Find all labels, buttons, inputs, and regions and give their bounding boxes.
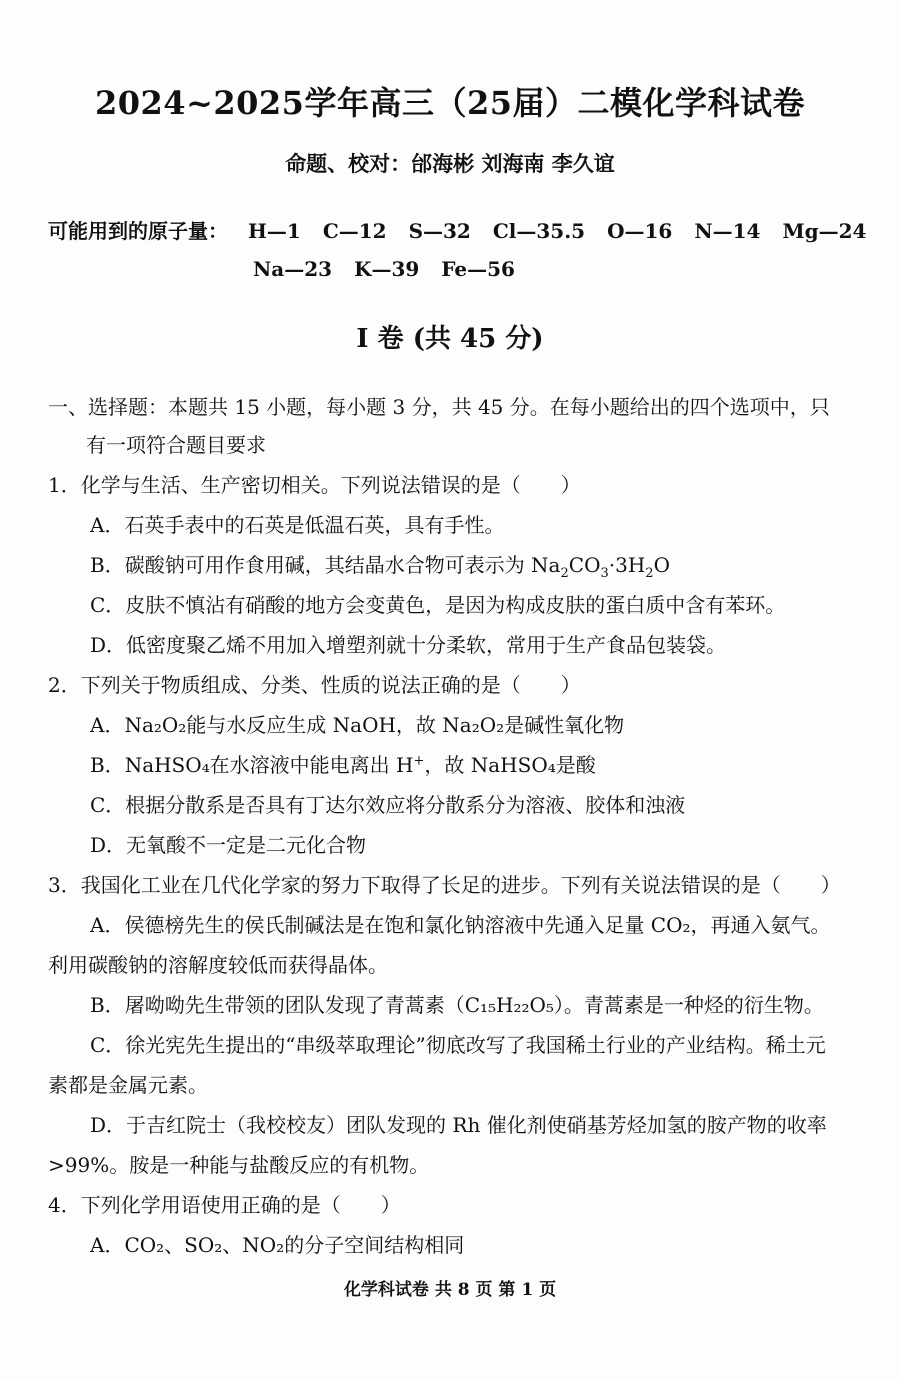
q2-option-b-sup: +: [413, 753, 425, 769]
mass-fe: Fe—56: [441, 257, 515, 281]
q1-stem: [48, 473, 581, 497]
q3-option-c-line-1: C．徐光宪先生提出的“串级萃取理论”彻底改写了我国稀土行业的产业结构。稀土元: [90, 1033, 826, 1057]
exam-title: 2024~2025学年高三（25届）二模化学科试卷: [95, 84, 805, 122]
q3-option-a-line-1: A．侯德榜先生的侯氏制碱法是在饱和氯化钠溶液中先通入足量 CO₂，再通入氨气。: [90, 913, 831, 937]
q1-option-b-end: O: [653, 553, 670, 577]
q4-stem-text: 4．下列化学用语使用正确的是（: [48, 1193, 341, 1217]
mass-c: C—12: [322, 219, 387, 243]
q3-stem-close: ）: [820, 873, 841, 897]
q3-option-b: B．屠呦呦先生带领的团队发现了青蒿素（C₁₅H₂₂O₅）。青蒿素是一种烃的衍生物。: [90, 993, 824, 1017]
q1-option-b-sub2: 3: [600, 566, 609, 581]
instructions-line-2: 有一项符合题目要求: [86, 433, 266, 457]
q1-stem-close: ）: [560, 473, 581, 497]
mass-n: N—14: [694, 219, 761, 243]
q2-option-d: D．无氧酸不一定是二元化合物: [90, 833, 367, 857]
q1-stem-text: 1．化学与生活、生产密切相关。下列说法错误的是（: [48, 473, 521, 497]
atomic-mass-row-2: [253, 257, 537, 281]
q2-stem: [48, 673, 581, 697]
q1-option-b-post: ·3H: [608, 553, 646, 577]
mass-mg: Mg—24: [782, 219, 867, 243]
q4-option-a: A．CO₂、SO₂、NO₂的分子空间结构相同: [90, 1233, 465, 1257]
q3-stem: [48, 873, 841, 897]
mass-na: Na—23: [253, 257, 333, 281]
atomic-mass-row-1: [48, 215, 888, 244]
q2-option-c: C．根据分散系是否具有丁达尔效应将分散系分为溶液、胶体和浊液: [90, 793, 686, 817]
q1-option-a: A．石英手表中的石英是低温石英，具有手性。: [90, 513, 505, 537]
page-footer: 化学科试卷 共 8 页 第 1 页: [343, 1280, 557, 1300]
atomic-mass-label: 可能用到的原子量：: [48, 219, 228, 243]
q1-option-b: [90, 553, 670, 582]
q1-option-b-sub3: 2: [645, 566, 654, 581]
q3-option-c-line-2: 素都是金属元素。: [48, 1073, 208, 1097]
q2-option-a: A．Na₂O₂能与水反应生成 NaOH，故 Na₂O₂是碱性氧化物: [90, 713, 625, 737]
mass-o: O—16: [607, 219, 673, 243]
q1-option-c: C．皮肤不慎沾有硝酸的地方会变黄色，是因为构成皮肤的蛋白质中含有苯环。: [90, 593, 786, 617]
q3-option-d-line-1: D．于吉红院士（我校校友）团队发现的 Rh 催化剂使硝基芳烃加氢的胺产物的收率: [90, 1113, 827, 1137]
instructions-line-1: 一、选择题：本题共 15 小题，每小题 3 分，共 45 分。在每小题给出的四个选项中，只: [48, 395, 830, 419]
mass-cl: Cl—35.5: [492, 219, 586, 243]
q3-stem-text: 3．我国化工业在几代化学家的努力下取得了长足的进步。下列有关说法错误的是（: [48, 873, 781, 897]
q2-option-b: [90, 753, 596, 777]
mass-s: S—32: [408, 219, 471, 243]
q1-option-d: D．低密度聚乙烯不用加入增塑剂就十分柔软，常用于生产食品包装袋。: [90, 633, 727, 657]
q2-option-b-post: ，故 NaHSO₄是酸: [424, 753, 596, 777]
q1-option-b-sub1: 2: [560, 566, 569, 581]
q2-stem-close: ）: [560, 673, 581, 697]
q3-option-d-line-2: >99%。胺是一种能与盐酸反应的有机物。: [48, 1153, 430, 1177]
q1-option-b-text: B．碳酸钠可用作食用碱，其结晶水合物可表示为 Na: [90, 553, 561, 577]
q1-option-b-mid: CO: [568, 553, 601, 577]
q2-option-b-text: B．NaHSO₄在水溶液中能电离出 H: [90, 753, 414, 777]
q4-stem: [48, 1193, 401, 1217]
q2-stem-text: 2．下列关于物质组成、分类、性质的说法正确的是（: [48, 673, 521, 697]
q3-option-a-line-2: 利用碳酸钠的溶解度较低而获得晶体。: [48, 953, 388, 977]
mass-k: K—39: [354, 257, 420, 281]
section-title: I 卷 (共 45 分): [356, 324, 544, 354]
mass-h: H—1: [248, 219, 301, 243]
q4-stem-close: ）: [380, 1193, 401, 1217]
exam-authors: 命题、校对：邰海彬 刘海南 李久谊: [285, 151, 615, 176]
